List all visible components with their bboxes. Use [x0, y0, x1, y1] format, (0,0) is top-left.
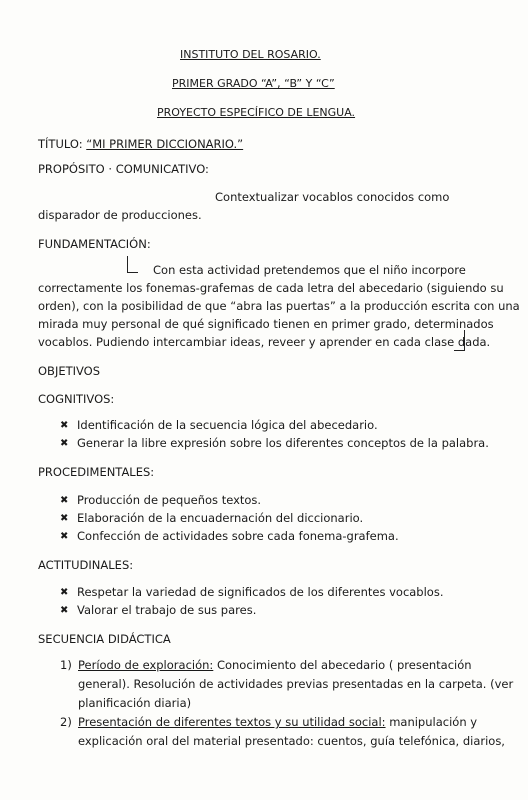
bullet-icon: ✖ — [60, 531, 69, 542]
procedimental-item — [60, 511, 363, 525]
cognitivo-item — [60, 436, 489, 450]
secuencia-item-1 — [60, 658, 472, 672]
fundamentacion-line-3: orden), con la posibilidad de que “abra las puertas” a la producción escrita con una — [38, 299, 520, 313]
proposito-text-1: Contextualizar vocablos conocidos como — [215, 190, 450, 204]
bullet-icon: ✖ — [60, 513, 69, 524]
secuencia-label: SECUENCIA DIDÁCTICA — [38, 632, 171, 646]
procedimental-item-text: Elaboración de la encuadernación del diccionario. — [77, 511, 364, 525]
grade-line: PRIMER GRADO “A”, “B” Y “C” — [172, 77, 335, 90]
fundamentacion-line-5: vocablos. Pudiendo intercambiar ideas, reveer y aprender en cada clase dada. — [38, 335, 491, 349]
bullet-icon: ✖ — [60, 438, 69, 449]
bracket-open-mark — [127, 256, 138, 273]
cognitivos-label: COGNITIVOS: — [38, 392, 115, 406]
bullet-icon: ✖ — [60, 605, 69, 616]
fundamentacion-label: FUNDAMENTACIÓN: — [38, 237, 151, 251]
title-label: TÍTULO: — [38, 137, 83, 151]
actitudinal-item-text: Valorar el trabajo de sus pares. — [77, 603, 257, 617]
procedimentales-label: PROCEDIMENTALES: — [38, 465, 155, 479]
fundamentacion-line-1: Con esta actividad pretendemos que el niño incorpore — [153, 263, 466, 277]
institution-name: INSTITUTO DEL ROSARIO. — [180, 48, 321, 61]
fundamentacion-line-2: correctamente los fonemas-grafemas de cada letra del abecedario (siguiendo su — [38, 281, 504, 295]
bullet-icon: ✖ — [60, 495, 69, 506]
bullet-icon: ✖ — [60, 420, 69, 431]
secuencia-item-1-line-2: general). Resolución de actividades previas presentadas en la carpeta. (ver — [78, 677, 514, 691]
project-line: PROYECTO ESPECÍFICO DE LENGUA. — [157, 106, 356, 119]
title-value: “MI PRIMER DICCIONARIO.” — [86, 137, 244, 151]
actitudinales-label: ACTITUDINALES: — [38, 558, 134, 572]
procedimental-item-text: Producción de pequeños textos. — [77, 493, 262, 507]
procedimental-item — [60, 529, 399, 543]
actitudinal-item — [60, 585, 444, 599]
item-number: 2) — [60, 715, 72, 729]
item-title: Presentación de diferentes textos y su utilidad social: — [78, 715, 386, 729]
secuencia-item-2-line-2: explicación oral del material presentado: cuentos, guía telefónica, diarios, — [78, 734, 505, 748]
fundamentacion-line-4: mirada muy personal de qué significado tienen en primer grado, determinados — [38, 317, 494, 331]
secuencia-item-1-line-3: planificación diaria) — [78, 696, 192, 710]
proposito-text-2: disparador de producciones. — [38, 208, 202, 222]
procedimental-item — [60, 493, 261, 507]
bullet-icon: ✖ — [60, 587, 69, 598]
title-row — [38, 137, 243, 151]
item-text: Conocimiento del abecedario ( presentación — [213, 658, 472, 672]
cognitivo-item — [60, 418, 378, 432]
actitudinal-item-text: Respetar la variedad de significados de los diferentes vocablos. — [77, 585, 444, 599]
bracket-close-mark — [454, 330, 465, 351]
procedimental-item-text: Confección de actividades sobre cada fonema-grafema. — [77, 529, 399, 543]
secuencia-item-2 — [60, 715, 477, 729]
item-title: Período de exploración: — [78, 658, 214, 672]
actitudinal-item — [60, 603, 256, 617]
item-text: manipulación y — [385, 715, 478, 729]
proposito-label: PROPÓSITO · COMUNICATIVO: — [38, 162, 209, 176]
cognitivo-item-text: Identificación de la secuencia lógica del abecedario. — [77, 418, 378, 432]
objetivos-label: OBJETIVOS — [38, 364, 101, 378]
cognitivo-item-text: Generar la libre expresión sobre los diferentes conceptos de la palabra. — [77, 436, 489, 450]
item-number: 1) — [60, 658, 72, 672]
